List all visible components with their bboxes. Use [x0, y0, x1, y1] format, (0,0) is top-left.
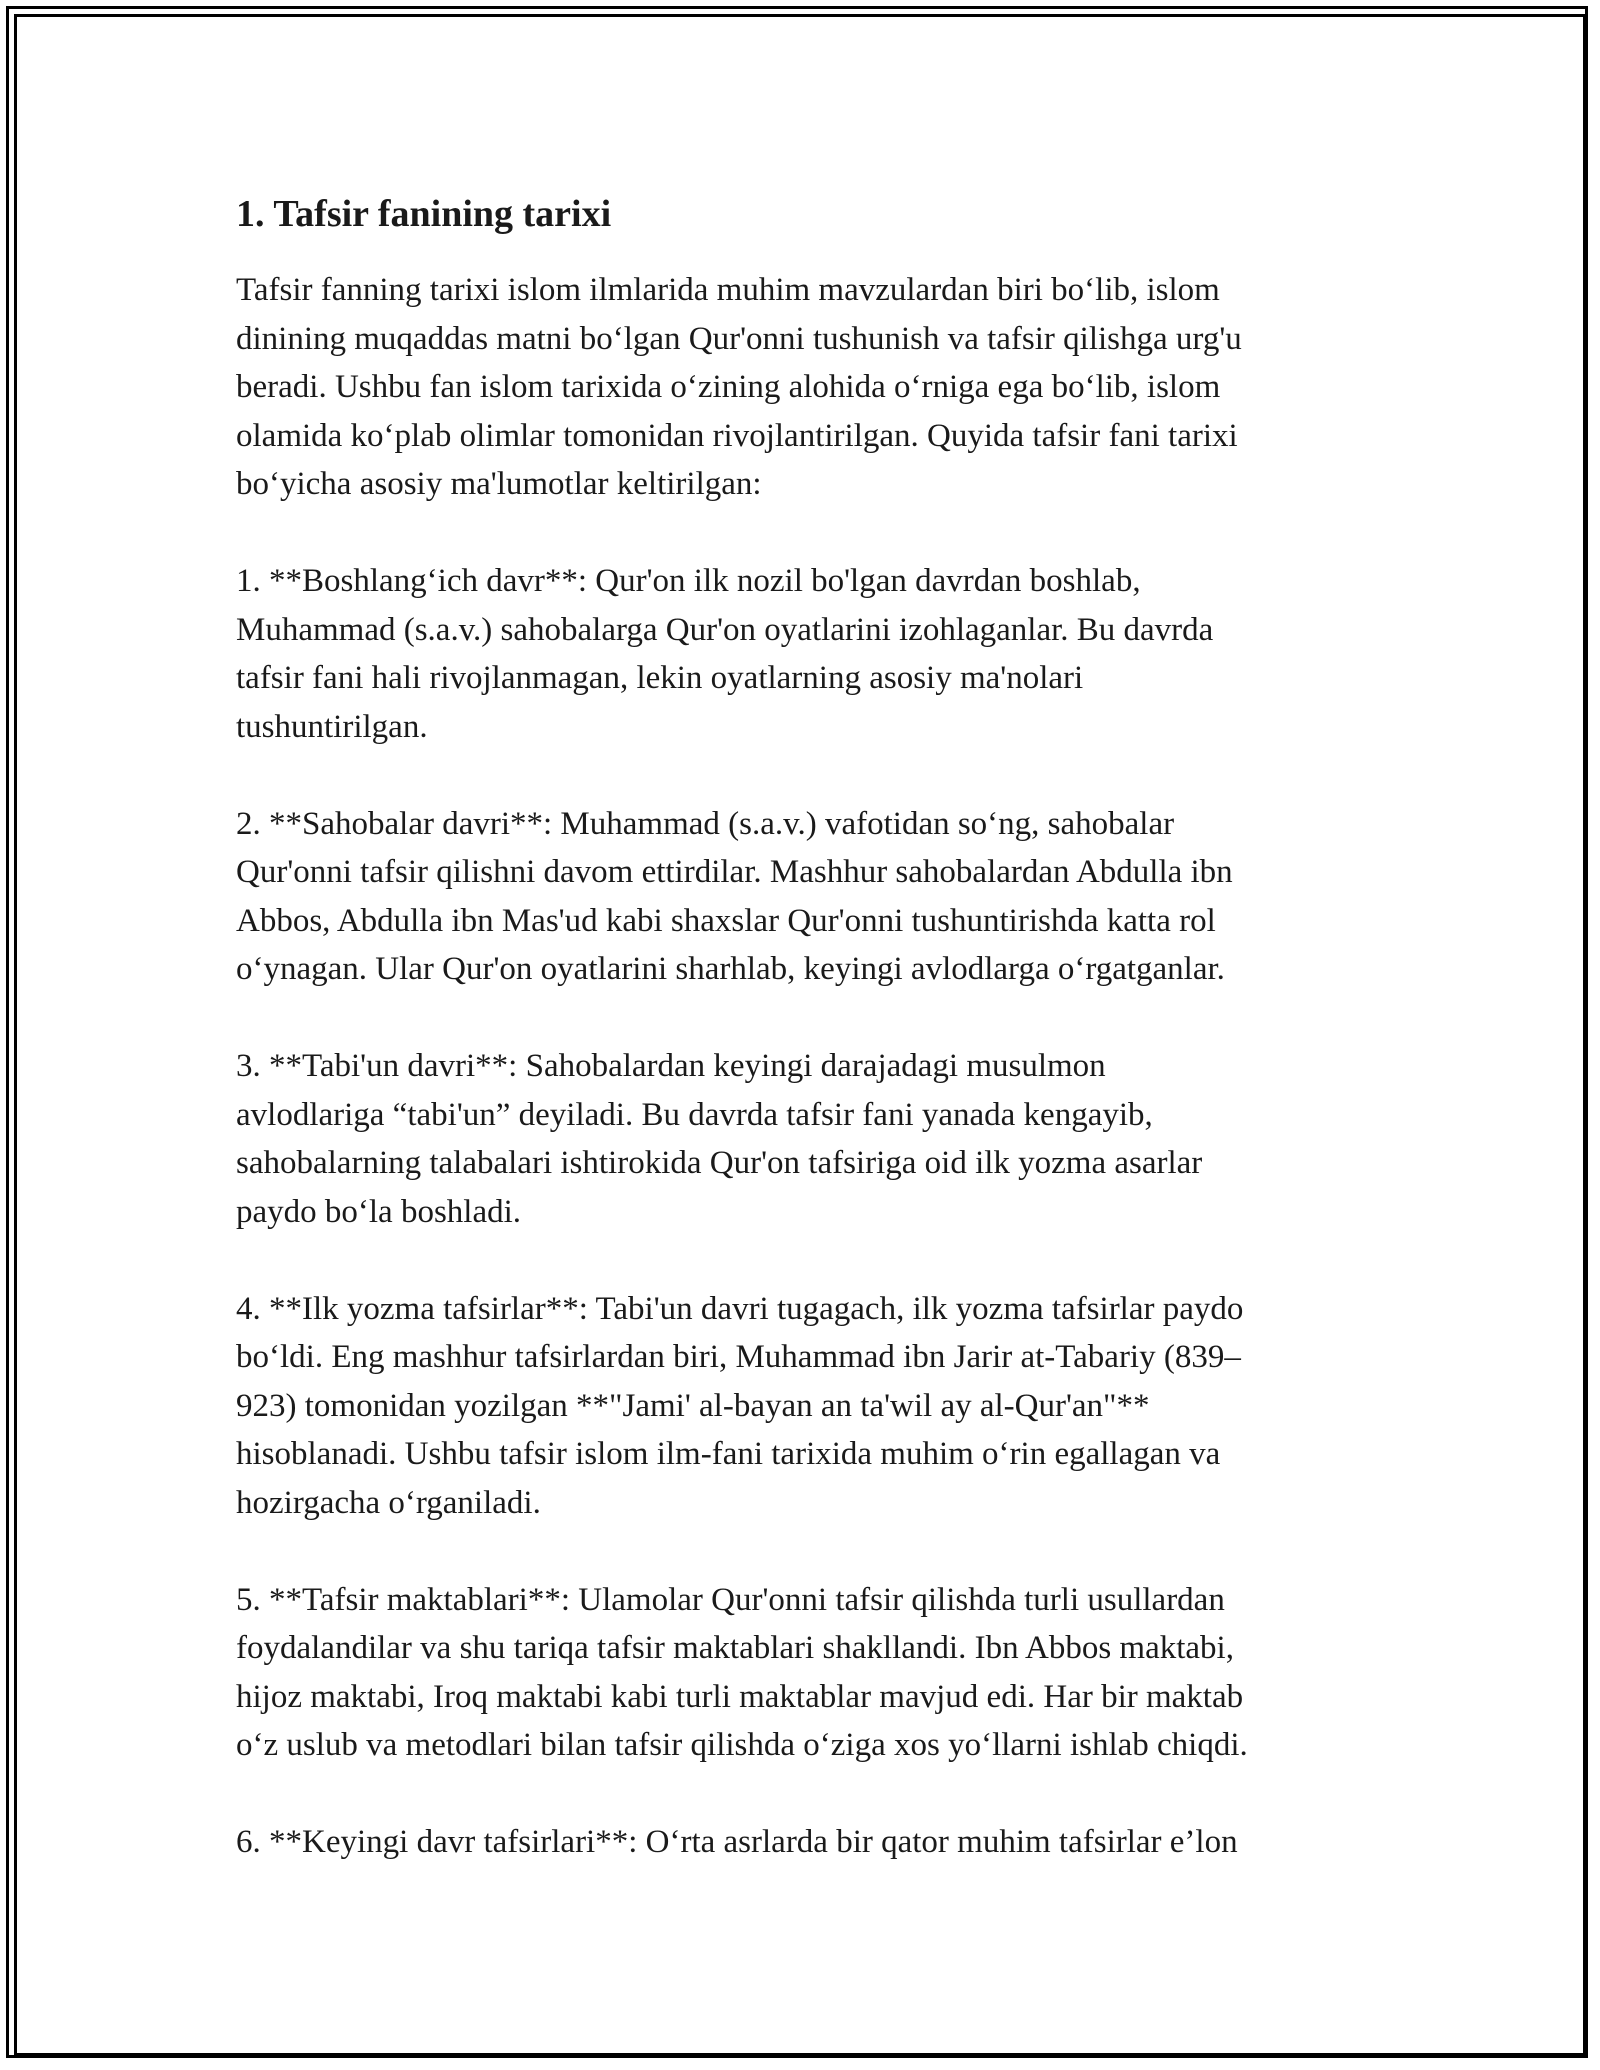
- intro-paragraph: [236, 266, 1376, 509]
- text-line: bo‘yicha asosiy ma'lumotlar keltirilgan:: [236, 466, 762, 502]
- text-line: o‘z uslub va metodlari bilan tafsir qilishda o‘ziga xos yo‘llarni ishlab chiqdi.: [236, 1727, 1248, 1763]
- list-item-2: [236, 800, 1376, 994]
- text-line: 3. **Tabi'un davri**: Sahobalardan keyingi darajadagi musulmon: [236, 1048, 1106, 1084]
- text-line: sahobalarning talabalari ishtirokida Qur'on tafsiriga oid ilk yozma asarlar: [236, 1145, 1203, 1181]
- list-item-6: [236, 1818, 1376, 1867]
- text-line: Muhammad (s.a.v.) sahobalarga Qur'on oyatlarini izohlaganlar. Bu davrda: [236, 611, 1214, 648]
- document-body: [236, 188, 1376, 1915]
- text-line: 6. **Keyingi davr tafsirlari**: O‘rta asrlarda bir qator muhim tafsirlar e’lon: [236, 1824, 1238, 1860]
- section-title: 1. Tafsir fanining tarixi: [236, 193, 612, 235]
- text-line: hisoblanadi. Ushbu tafsir islom ilm-fani tarixida muhim o‘rin egallagan va: [236, 1436, 1221, 1472]
- text-line: 4. **Ilk yozma tafsirlar**: Tabi'un davri tugagach, ilk yozma tafsirlar paydo: [236, 1290, 1244, 1327]
- text-line: foydalandilar va shu tariqa tafsir maktablari shakllandi. Ibn Abbos maktabi,: [236, 1630, 1234, 1666]
- text-line: Qur'onni tafsir qilishni davom ettirdilar. Mashhur sahobalardan Abdulla ibn: [236, 854, 1233, 890]
- text-line: 923) tomonidan yozilgan **"Jami' al-bayan an ta'wil ay al-Qur'an"**: [236, 1387, 1150, 1424]
- list-item-4: [236, 1285, 1376, 1528]
- text-line: olamida ko‘plab olimlar tomonidan rivojlantirilgan. Quyida tafsir fani tarixi: [236, 417, 1238, 454]
- text-line: o‘ynagan. Ular Qur'on oyatlarini sharhlab, keyingi avlodlarga o‘rgatganlar.: [236, 951, 1225, 987]
- text-line: 1. **Boshlang‘ich davr**: Qur'on ilk nozil bo'lgan davrdan boshlab,: [236, 563, 1141, 599]
- text-line: hijoz maktabi, Iroq maktabi kabi turli maktablar mavjud edi. Har bir maktab: [236, 1678, 1244, 1715]
- text-line: bo‘ldi. Eng mashhur tafsirlardan biri, Muhammad ibn Jarir at-Tabariy (839–: [236, 1339, 1241, 1375]
- text-line: dinining muqaddas matni bo‘lgan Qur'onni tushunish va tafsir qilishga urg'u: [236, 320, 1242, 357]
- list-item-3: [236, 1042, 1376, 1236]
- text-line: paydo bo‘la boshladi.: [236, 1193, 522, 1230]
- text-line: hozirgacha o‘rganiladi.: [236, 1484, 541, 1521]
- text-line: tafsir fani hali rivojlanmagan, lekin oyatlarning asosiy ma'nolari: [236, 660, 1084, 696]
- text-line: 2. **Sahobalar davri**: Muhammad (s.a.v.) vafotidan so‘ng, sahobalar: [236, 805, 1175, 842]
- list-item-1: [236, 557, 1376, 751]
- text-line: tushuntirilgan.: [236, 708, 428, 745]
- text-line: avlodlariga “tabi'un” deyiladi. Bu davrda tafsir fani yanada kengayib,: [236, 1096, 1153, 1133]
- text-line: 5. **Tafsir maktablari**: Ulamolar Qur'onni tafsir qilishda turli usullardan: [236, 1581, 1225, 1618]
- list-item-5: [236, 1576, 1376, 1770]
- text-line: Tafsir fanning tarixi islom ilmlarida muhim mavzulardan biri bo‘lib, islom: [236, 272, 1220, 308]
- text-line: beradi. Ushbu fan islom tarixida o‘zining alohida o‘rniga ega bo‘lib, islom: [236, 369, 1221, 405]
- text-line: Abbos, Abdulla ibn Mas'ud kabi shaxslar Qur'onni tushuntirishda katta rol: [236, 902, 1216, 939]
